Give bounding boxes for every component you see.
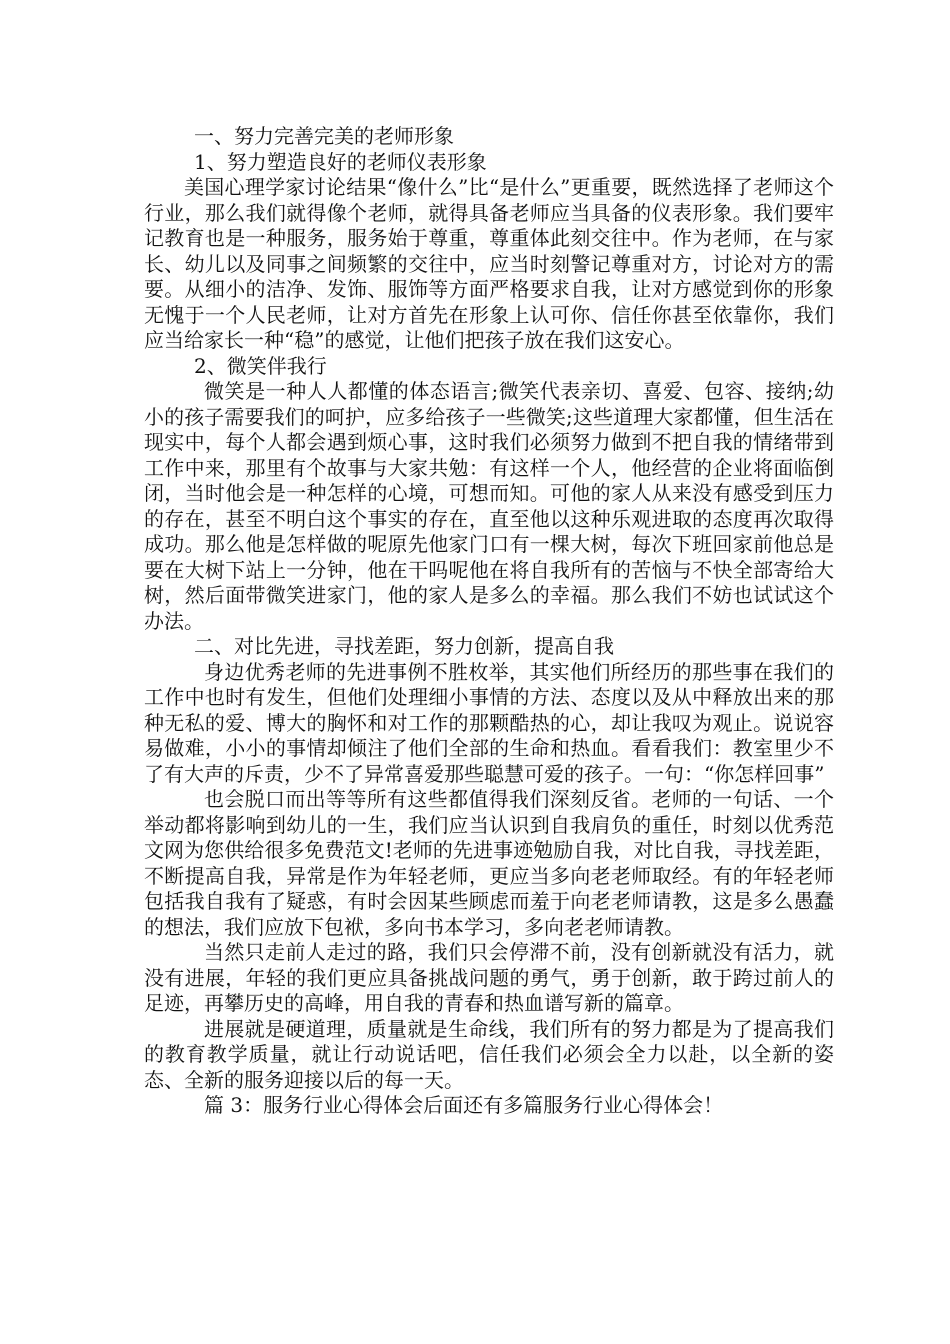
section-heading-1: 一、努力完善完美的老师形象 <box>194 124 454 148</box>
paragraph-2: 微笑是一种人人都懂的体态语言;微笑代表亲切、喜爱、包容、接纳;幼小的孩子需要我们的呵护，应多给孩子一些微笑;这些道理大家都懂，但生活在现实中，每个人都会遇到烦心事，这时我们必须努力做到不把自我的情绪带到工作中来，那里有个故事与大家共勉：有这样一个人，他经营的企业将面临倒闭，当时他会是一种怎样的心境，可想而知。可他的家人从来没有感受到压力的存在，甚至不明白这个事实的存在，直至他以这种乐观进取的态度再次取得成功。那么他是怎样做的呢原先他家门口有一棵大树，每次下班回家前他总是要在大树下站上一分钟，他在干吗呢他在将自我所有的苦恼与不快全部寄给大树，然后面带微笑进家门，他的家人是多么的幸福。那么我们不妨也试试这个办法。 <box>144 379 834 633</box>
section-heading-2: 二、对比先进，寻找差距，努力创新，提高自我 <box>194 634 614 658</box>
paragraph-1: 美国心理学家讨论结果“像什么”比“是什么”更重要，既然选择了老师这个行业，那么我们就得像个老师，就得具备老师应当具备的仪表形象。我们要牢记教育也是一种服务，服务始于尊重，尊重体此刻交往中。作为老师，在与家长、幼儿以及同事之间频繁的交往中，应当时刻警记尊重对方，讨论对方的需要。从细小的洁净、发饰、服饰等方面严格要求自我，让对方感觉到你的形象无愧于一个人民老师，让对方首先在形象上认可你、信任你甚至依靠你，我们应当给家长一种“稳”的感觉，让他们把孩子放在我们这安心。 <box>144 175 834 352</box>
paragraph-6: 进展就是硬道理，质量就是生命线，我们所有的努力都是为了提高我们的教育教学质量，就让行动说话吧，信任我们必须会全力以赴，以全新的姿态、全新的服务迎接以后的每一天。 <box>144 1016 834 1092</box>
next-article-note: 篇 3：服务行业心得体会后面还有多篇服务行业心得体会！ <box>204 1093 724 1117</box>
paragraph-5: 当然只走前人走过的路，我们只会停滞不前，没有创新就没有活力，就没有进展，年轻的我们更应具备挑战问题的勇气，勇于创新，敢于跨过前人的足迹，再攀历史的高峰，用自我的青春和热血谱写新的篇章。 <box>144 940 834 1015</box>
paragraph-4: 也会脱口而出等等所有这些都值得我们深刻反省。老师的一句话、一个举动都将影响到幼儿的一生，我们应当认识到自我肩负的重任，时刻以优秀范文网为您供给很多免费范文!老师的先进事迹勉励自我，对比自我，寻找差距，不断提高自我，异常是作为年轻老师，更应当多向老老师取经。有的年轻老师包括我自我有了疑惑，有时会因某些顾虑而羞于向老老师请教，这是多么愚蠢的想法，我们应放下包袱，多向书本学习，多向老老师请教。 <box>144 787 834 939</box>
document-body <box>144 124 834 1119</box>
subsection-heading-1-1: 1、努力塑造良好的老师仪表形象 <box>194 149 487 174</box>
paragraph-3: 身边优秀老师的先进事例不胜枚举，其实他们所经历的那些事在我们的工作中也时有发生，但他们处理细小事情的方法、态度以及从中释放出来的那种无私的爱、博大的胸怀和对工作的那颗酷热的心，却让我叹为观止。说说容易做难，小小的事情却倾注了他们全部的生命和热血。看看我们：教室里少不了有大声的斥责，少不了异常喜爱那些聪慧可爱的孩子。一句：“你怎样回事” <box>144 659 834 786</box>
subsection-heading-1-2: 2、微笑伴我行 <box>194 353 327 378</box>
